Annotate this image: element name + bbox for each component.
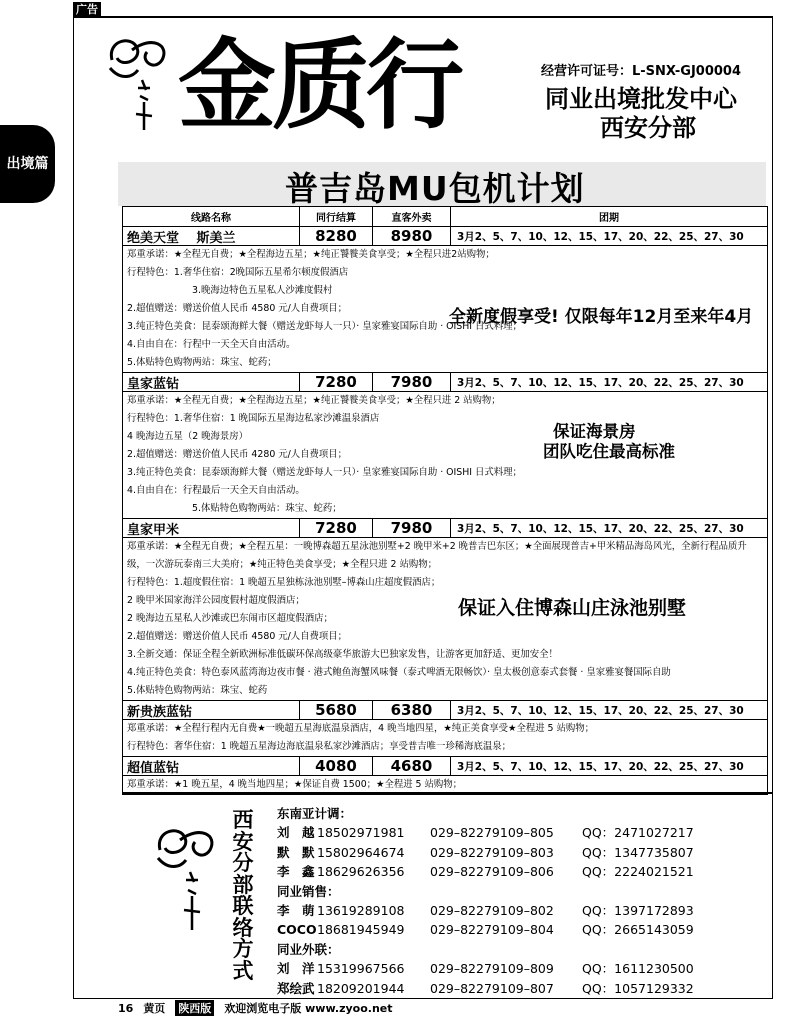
detail-line: 2.超值赠送：赠送价值人民币 4280 元/人自费项目； (127, 449, 348, 460)
detail-line: 郑重承诺：★1 晚五星，4 晚当地四星；★保证自费 1500；★全程进 5 站购物； (127, 779, 462, 790)
detail-line: 5.体贴特色购物两站：珠宝、蛇药 (127, 685, 268, 696)
contact-qq[interactable]: QQ：1347735807 (582, 844, 694, 860)
contact-mobile[interactable]: 18209201944 (317, 980, 405, 996)
trade-price: 7280 (299, 519, 372, 537)
detail-line: 行程特色：奢华住宿：1 晚超五星海边海底温泉私家沙滩酒店；享受普吉唯一珍稀海底温泉； (127, 741, 511, 752)
license-number: 经营许可证号：L-SNX-GJ00004 (541, 64, 742, 79)
detail-line: 2.超值赠送：赠送价值人民币 4580 元/人自费项目； (127, 303, 348, 314)
contact-row (277, 843, 694, 863)
company-tagline: 同业出境批发中心 (545, 85, 737, 113)
detail-line: 行程特色：1.奢华住宿：2晚国际五星希尔顿度假酒店 (127, 267, 349, 278)
contact-qq[interactable]: QQ：2665143059 (582, 922, 694, 938)
detail-line: 2.超值赠送：赠送价值人民币 4580 元/人自费项目； (127, 631, 348, 642)
departure-dates: 3月2、5、7、10、12、15、17、20、22、25、27、30 (450, 701, 767, 719)
detail-line: 4.自由自在：行程中一天全天自由活动。 (127, 339, 296, 350)
headline: 普吉岛MU包机计划 (285, 169, 585, 208)
section-divider (122, 792, 772, 794)
branch-name: 西安分部 (600, 114, 696, 142)
contact-tel[interactable]: 029–82279109–803 (430, 844, 554, 860)
contact-tel[interactable]: 029–82279109–802 (430, 902, 554, 918)
header-route: 线路名称 (191, 213, 231, 224)
detail-line: 郑重承诺：★全程无自费；★全程五星：一晚博森超五星泳池别墅+2 晚甲米+2 晚普吉巴东区；★全面展现普吉+甲米精品海岛风光，全新行程品质升级，一次游玩泰南三大美府；★纯正特色美食享受；★全程只进 2 站购物； (127, 541, 747, 570)
retail-price: 4680 (372, 757, 450, 775)
contact-group-title: 同业销售： (277, 883, 340, 899)
detail-line: 行程特色：1.奢华住宿：1 晚国际五星海边私家沙滩温泉酒店 (127, 413, 380, 424)
product-details (123, 245, 767, 372)
contact-tel[interactable]: 029–82279109–809 (430, 960, 554, 976)
page-number: 16 (118, 1001, 134, 1015)
contact-name: 默 默 (277, 844, 315, 860)
contact-row (277, 979, 694, 999)
contact-name: 郑绘武 (277, 980, 315, 996)
product-row (123, 700, 767, 719)
detail-line: 5.体贴特色购物两站：珠宝、蛇药； (127, 357, 277, 368)
contact-qq[interactable]: QQ：1611230500 (582, 960, 694, 976)
contact-name: 刘 洋 (277, 960, 315, 976)
retail-price: 6380 (372, 701, 450, 719)
promo-overlay: 全新度假享受! 仅限每年12月至来年4月 (449, 307, 754, 327)
detail-line: 郑重承诺：★全程无自费；★全程海边五星；★纯正饕餮美食享受；★全程只进2站购物； (127, 249, 495, 260)
trade-price: 7280 (299, 373, 372, 391)
contact-name: 李 鑫 (277, 864, 315, 880)
retail-price: 8980 (372, 227, 450, 245)
contact-row (277, 862, 694, 882)
contact-mobile[interactable]: 18502971981 (317, 825, 405, 840)
promo-overlay (543, 422, 675, 462)
contact-row (277, 901, 694, 921)
contact-tel[interactable]: 029–82279109–805 (430, 825, 554, 840)
contact-qq[interactable]: QQ：2224021521 (582, 864, 694, 880)
product-name: 新贵族蓝钻 (127, 704, 193, 719)
edition-badge: 陕西版 (175, 1000, 214, 1016)
detail-line: 2 晚海边五星私人沙滩或巴东闹市区超度假酒店； (127, 613, 333, 624)
departure-dates: 3月2、5、7、10、12、15、17、20、22、25、27、30 (450, 519, 767, 537)
departure-dates: 3月2、5、7、10、12、15、17、20、22、25、27、30 (450, 373, 767, 391)
footer-link[interactable]: 欢迎浏览电子版 www.zyoo.net (224, 1002, 393, 1015)
contact-group-title: 东南亚计调： (277, 806, 353, 821)
contact-tel[interactable]: 029–82279109–804 (430, 922, 554, 938)
section-tab[interactable]: 出境篇 (0, 125, 55, 203)
promo-line: 团队吃住最高标准 (543, 442, 675, 461)
product-row (123, 372, 767, 391)
detail-line: 4.纯正特色美食：特色泰风蓝湾海边夜市餐 · 港式鲍鱼海蟹风味餐（泰式啤酒无限畅饮）· 皇太极创意泰式套餐 · 皇家雅宴餐国际自助 (127, 667, 671, 678)
header-retail-price: 直客外卖 (372, 207, 450, 226)
detail-line: 4.自由自在：行程最后一天全天自由活动。 (127, 485, 305, 496)
contact-qq[interactable]: QQ：1397172893 (582, 902, 694, 918)
trade-price: 5680 (299, 701, 372, 719)
product-details (123, 391, 767, 518)
contact-name: 刘 越 (277, 825, 315, 840)
detail-line: 4 晚海边五星（2 晚海景房） (127, 431, 249, 442)
contact-tel[interactable]: 029–82279109–806 (430, 864, 554, 880)
contact-group-title: 同业外联： (277, 941, 340, 957)
contact-mobile[interactable]: 15802964674 (317, 844, 405, 860)
promo-line: 保证海景房 (553, 422, 636, 441)
schedule-table (122, 206, 768, 795)
ad-tag: 广告 (73, 2, 101, 17)
contact-mobile[interactable]: 13619289108 (317, 902, 405, 918)
product-details (123, 719, 767, 756)
retail-price: 7980 (372, 519, 450, 537)
detail-line: 2 晚甲米国家海洋公园度假村超度假酒店； (127, 595, 305, 606)
detail-line: 3.纯正特色美食：昆泰颂海鲜大餐（赠送龙虾每人一只）· 皇家雅宴国际自助 · OISHI 日式料理； (127, 467, 522, 478)
contact-row (277, 959, 694, 979)
contact-mobile[interactable]: 18629626356 (317, 864, 405, 880)
product-details (123, 537, 767, 700)
contact-name: COCO (277, 922, 317, 938)
header-trade-price: 同行结算 (299, 207, 372, 226)
retail-price: 7980 (372, 373, 450, 391)
header-dates: 团期 (450, 207, 767, 226)
trade-price: 8280 (299, 227, 372, 245)
contact-qq[interactable]: QQ：1057129332 (582, 980, 694, 996)
detail-line: 3.全新交通：保证全程全新欧洲标准低碳环保高级豪华旅游大巴独家发售，让游客更加舒适、更加安全！ (127, 649, 558, 660)
product-row (123, 756, 767, 775)
detail-line: 郑重承诺：★全程行程内无自费★一晚超五星海底温泉酒店，4 晚当地四星，★纯正美食享受★全程进 5 站购物； (127, 723, 594, 734)
product-name: 超值蓝钻 (127, 760, 180, 775)
product-row (123, 518, 767, 537)
product-name: 皇家甲米 (127, 522, 180, 537)
brand-logo-icon (150, 820, 220, 940)
product-name: 皇家蓝钻 (127, 376, 180, 391)
page-footer (118, 1000, 393, 1016)
contact-row (277, 920, 694, 940)
contact-qq[interactable]: QQ：2471027217 (582, 825, 694, 840)
brand-logo-icon (102, 30, 172, 140)
contact-mobile[interactable]: 15319967566 (317, 960, 405, 976)
departure-dates: 3月2、5、7、10、12、15、17、20、22、25、27、30 (450, 227, 767, 245)
contact-list (277, 804, 694, 998)
contact-name: 李 萌 (277, 902, 315, 918)
detail-line: 3.纯正特色美食：昆泰颂海鲜大餐（赠送龙虾每人一只）· 皇家雅宴国际自助 · OISHI 日式料理； (127, 321, 522, 332)
product-name: 绝美天堂 斯美兰 (127, 230, 236, 245)
detail-line: 行程特色：1.超度假住宿：1 晚超五星独栋泳池别墅–博森山庄超度假酒店； (127, 577, 441, 588)
brand-name: 金质行 (178, 28, 461, 143)
contact-row (277, 823, 694, 843)
contact-section-title: 西安分部联络方式 (232, 808, 254, 983)
detail-line: 郑重承诺：★全程无自费；★全程海边五星；★纯正饕餮美食享受；★全程只进 2 站购物； (127, 395, 501, 406)
contact-mobile[interactable]: 18681945949 (317, 922, 405, 938)
detail-line: 3.晚海边特色五星私人沙滩度假村 (192, 285, 333, 296)
departure-dates: 3月2、5、7、10、12、15、17、20、22、25、27、30 (450, 757, 767, 775)
product-row (123, 226, 767, 245)
promo-overlay: 保证入住博森山庄泳池别墅 (458, 597, 687, 619)
table-header (123, 207, 767, 226)
contact-tel[interactable]: 029–82279109–807 (430, 980, 554, 996)
trade-price: 4080 (299, 757, 372, 775)
detail-line: 5.体贴特色购物两站：珠宝、蛇药； (192, 503, 342, 514)
footer-section: 黄页 (143, 1002, 166, 1015)
